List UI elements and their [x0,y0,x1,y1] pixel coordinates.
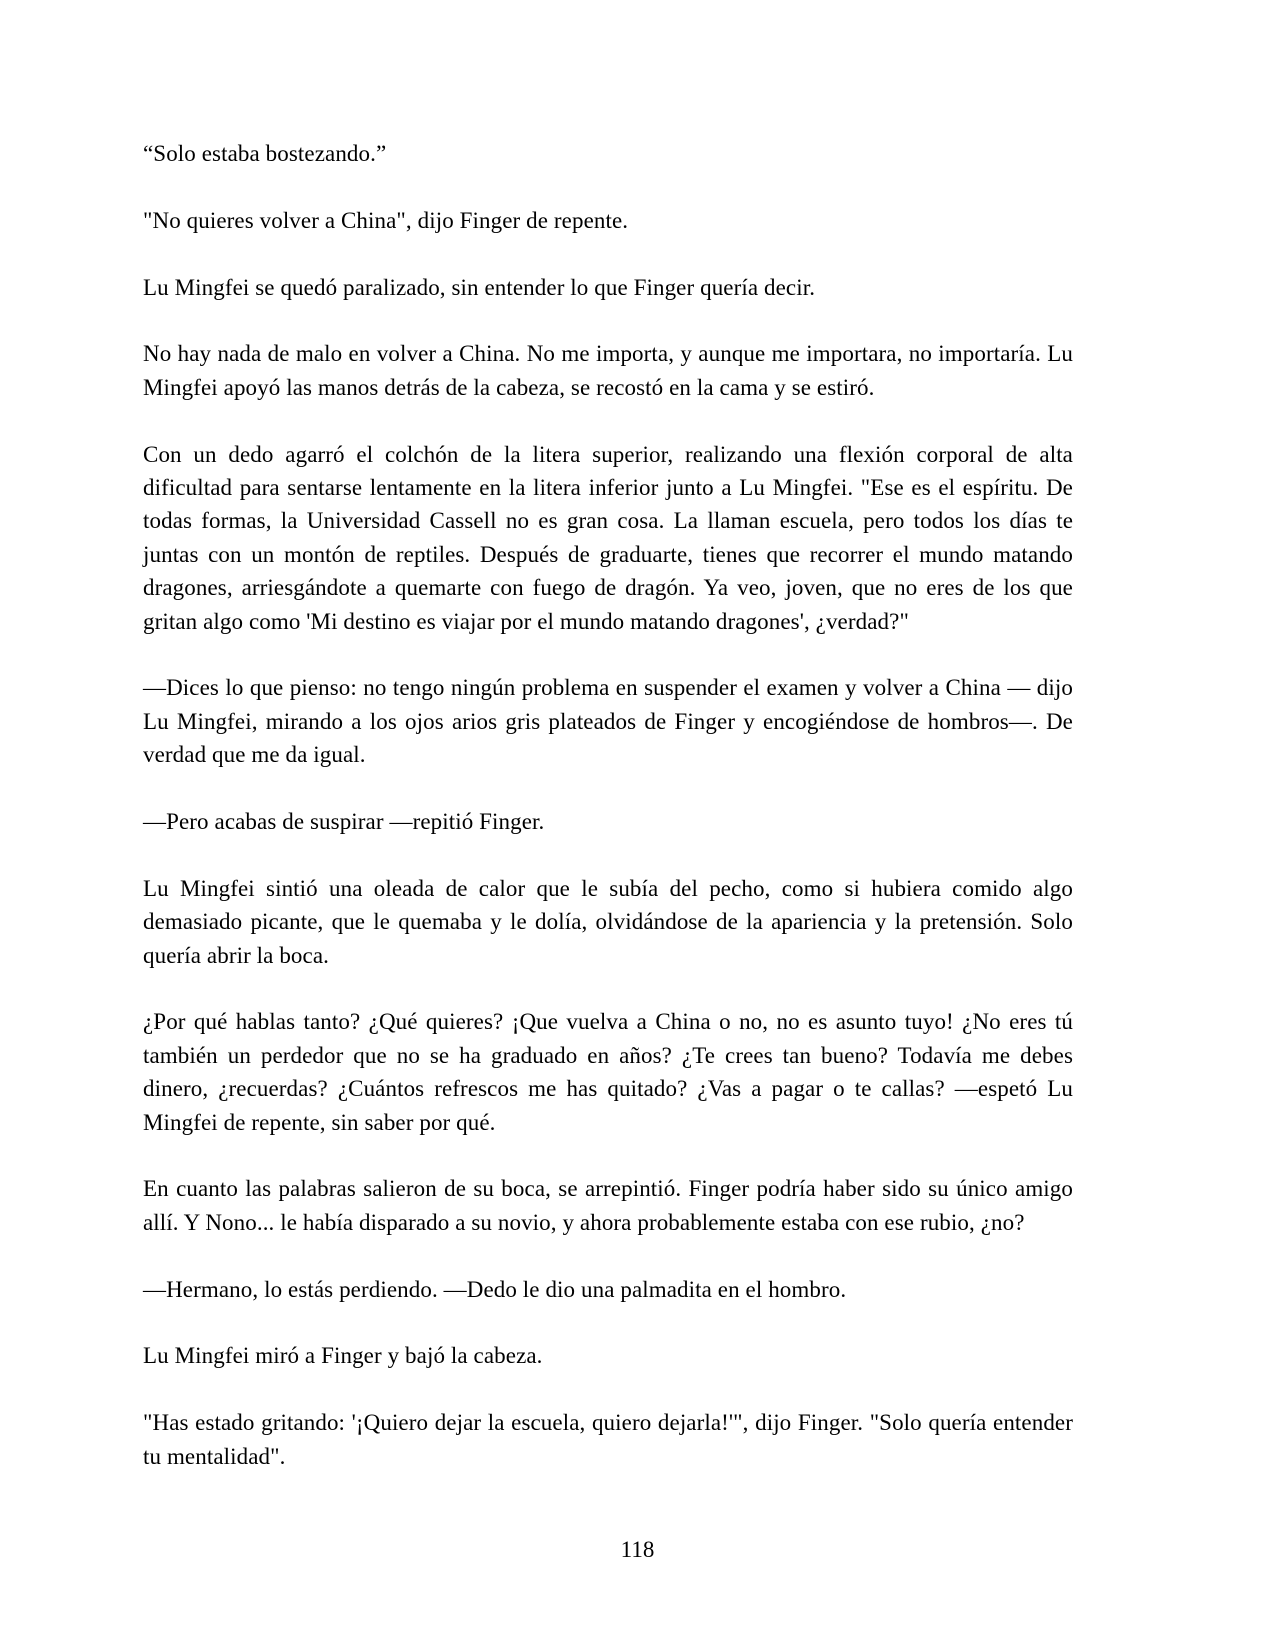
paragraph: Lu Mingfei sintió una oleada de calor que le subía del pecho, como si hubiera comido algo demasiado picante, que le quemaba y le dolía, olvidándose de la apariencia y la pretensión. Solo quería abrir la boca. [143,875,1073,968]
paragraph: ¿Por qué hablas tanto? ¿Qué quieres? ¡Que vuelva a China o no, no es asunto tuyo! ¿No eres tú también un perdedor que no se ha graduado en años? ¿Te crees tan bueno? Todavía me debes dinero, ¿recuerdas? ¿Cuántos refrescos me has quitado? ¿Vas a pagar o te callas? —espetó Lu Mingfei de repente, sin saber por qué. [143,1009,1073,1135]
paragraph: Lu Mingfei se quedó paralizado, sin entender lo que Finger quería decir. [143,274,816,300]
page-body-text [143,137,1073,1506]
paragraph: —Dices lo que pienso: no tengo ningún problema en suspender el examen y volver a China — dijo Lu Mingfei, mirando a los ojos arios gris plateados de Finger y encogiéndose de hombros—. De verdad que me da igual. [143,675,1073,768]
paragraph: "Has estado gritando: '¡Quiero dejar la escuela, quiero dejarla!'", dijo Finger. "Solo quería entender tu mentalidad". [143,1410,1073,1469]
paragraph: "No quieres volver a China", dijo Finger de repente. [143,207,629,233]
paragraph: Lu Mingfei miró a Finger y bajó la cabeza. [143,1343,543,1369]
paragraph: “Solo estaba bostezando.” [143,141,387,166]
page-number: 118 [620,1537,655,1562]
paragraph: —Pero acabas de suspirar —repitió Finger. [143,809,545,835]
paragraph: Con un dedo agarró el colchón de la litera superior, realizando una flexión corporal de alta dificultad para sentarse lentamente en la litera inferior junto a Lu Mingfei. "Ese es el espíritu. De todas formas, la Universidad Cassell no es gran cosa. La llaman escuela, pero todos los días te juntas con un montón de reptiles. Después de graduarte, tienes que recorrer el mundo matando dragones, arriesgándote a quemarte con fuego de dragón. Ya veo, joven, que no eres de los que gritan algo como 'Mi destino es viajar por el mundo matando dragones', ¿verdad?" [143,441,1073,634]
paragraph: En cuanto las palabras salieron de su boca, se arrepintió. Finger podría haber sido su único amigo allí. Y Nono... le había disparado a su novio, y ahora probablemente estaba con ese rubio, ¿no? [143,1176,1073,1235]
paragraph: —Hermano, lo estás perdiendo. —Dedo le dio una palmadita en el hombro. [143,1276,847,1302]
paragraph: No hay nada de malo en volver a China. No me importa, y aunque me importara, no importaría. Lu Mingfei apoyó las manos detrás de la cabeza, se recostó en la cama y se estiró. [143,341,1073,400]
